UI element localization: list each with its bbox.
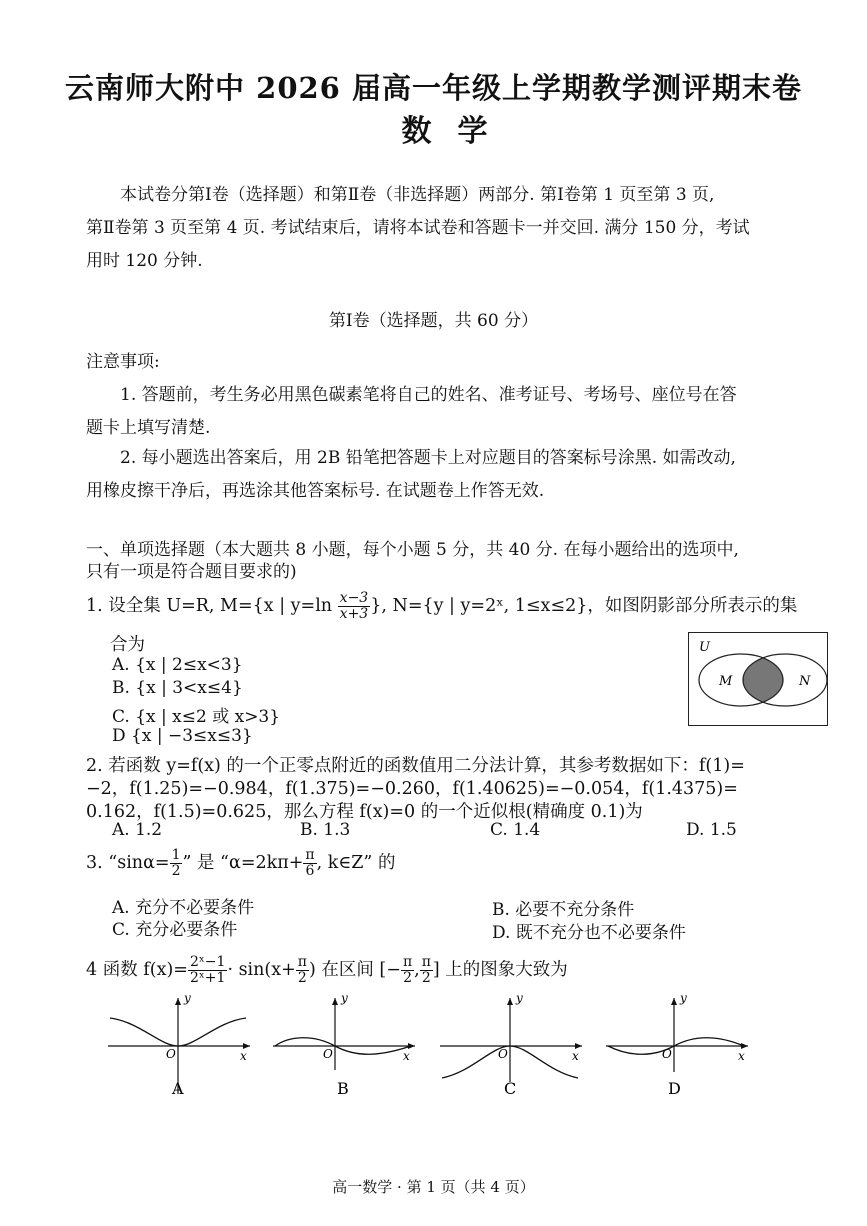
q4-number: 4 [86,960,98,980]
svg-text:x: x [403,1049,410,1063]
q4-mid: · sin(x+ [227,960,296,980]
q1-set-m-post: }, [370,596,387,616]
q1-number: 1. [86,596,103,616]
graph-c-label: C [504,1079,517,1098]
q2-option-c: C. 1.4 [490,820,541,840]
question-4 [86,955,568,986]
q4-mid2: ) 在区间 [− [308,960,401,980]
venn-diagram [688,632,828,726]
q1-fraction: $\frac{x-3}{x+3}$ [339,590,369,622]
q3-fraction-2: $\frac{\pi}{6}$ [305,847,315,879]
note-1b: 题卡上填写清楚. [86,418,211,438]
intro-line-3: 用时 120 分钟. [86,251,203,271]
q1-set-m-pre: {x | y=ln [252,596,333,616]
svg-text:y: y [184,991,191,1005]
q3-pre: “sinα= [108,853,170,873]
q3-option-c: C. 充分必要条件 [112,920,238,940]
exam-title: 云南师大附中 2026 届高一年级上学期教学测评期末卷 [65,71,802,105]
q1-option-c: C. {x | x≤2 或 x>3} [112,707,281,727]
q4-fraction-2: $\frac{\pi}{2}$ [297,954,307,986]
note-2b: 用橡皮擦干净后，再选涂其他答案标号. 在试题卷上作答无效. [86,481,545,501]
graph-a-label: A [172,1079,184,1098]
page-footer: 高一数学 · 第 1 页（共 4 页） [332,1178,535,1196]
svg-text:O: O [323,1047,333,1061]
q3-option-d: D. 既不充分也不必要条件 [492,923,686,943]
q2-option-d: D. 1.5 [686,820,737,840]
q3-option-a: A. 充分不必要条件 [112,898,255,918]
section1-line-2: 只有一项是符合题目要求的) [86,562,297,582]
q2-line-3: 0.162，f(1.5)=0.625，那么方程 f(x)=0 的一个近似根(精确度 0.1)为 [86,802,643,822]
svg-text:x: x [572,1049,579,1063]
svg-text:O: O [498,1047,508,1061]
q3-option-b: B. 必要不充分条件 [492,900,635,920]
graph-a [100,990,260,1100]
q1-text-a: 设全集 U=R, M= [108,596,253,616]
section1-line-1: 一、单项选择题（本大题共 8 小题，每个小题 5 分，共 40 分. 在每小题给出的选项中, [86,540,739,560]
question-3 [86,848,395,879]
graph-b [265,990,425,1100]
q2-line-2: −2，f(1.25)=−0.984，f(1.375)=−0.260，f(1.40625)=−0.054，f(1.4375)= [86,779,738,799]
venn-label-u: U [699,640,710,655]
q3-fraction: $\frac{1}{2}$ [171,847,181,879]
q2-line-1: 2. 若函数 y=f(x) 的一个正零点附近的函数值用二分法计算，其参考数据如下：f(1)= [86,756,745,776]
q3-mid: ” 是 “α=2kπ+ [182,853,304,873]
graph-c [432,990,592,1100]
q1-option-d: D {x | −3≤x≤3} [112,726,253,746]
q1-option-b: B. {x | 3<x≤4} [112,678,243,698]
q4-fraction-4: $\frac{\pi}{2}$ [421,954,431,986]
part1-title: 第Ⅰ卷（选择题，共 60 分） [328,311,539,331]
q4-fraction: $\frac{\text{2ˣ−1}}{\text{2ˣ+1}}$ [189,954,226,986]
question-1 [86,591,797,622]
q4-mid3: , [414,960,420,980]
graph-d-label: D [668,1079,681,1098]
q4-post: ] 上的图象大致为 [432,960,568,980]
subject-title: 数学 [401,114,514,149]
q1-option-a: A. {x | 2≤x<3} [112,655,243,675]
q1-text-c: 合为 [110,635,145,655]
q2-option-b: B. 1.3 [300,820,351,840]
intro-line-1: 本试卷分第Ⅰ卷（选择题）和第Ⅱ卷（非选择题）两部分. 第Ⅰ卷第 1 页至第 3 页, [120,185,715,205]
q3-number: 3. [86,853,103,873]
svg-text:O: O [662,1047,672,1061]
svg-text:x: x [738,1049,745,1063]
q4-pre: 函数 f(x)= [102,960,188,980]
intro-line-2: 第Ⅱ卷第 3 页至第 4 页. 考试结束后，请将本试卷和答题卡一并交回. 满分 150 分，考试 [86,218,750,238]
graph-d [598,990,758,1100]
note-2a: 2. 每小题选出答案后，用 2B 铅笔把答题卡上对应题目的答案标号涂黑. 如需改动, [120,448,736,468]
q2-option-a: A. 1.2 [112,820,163,840]
svg-text:x: x [240,1049,247,1063]
venn-label-m: M [719,674,733,689]
graph-b-label: B [337,1079,349,1098]
svg-text:y: y [680,991,687,1005]
svg-text:y: y [341,991,348,1005]
svg-text:y: y [516,991,523,1005]
venn-label-n: N [799,674,811,689]
q1-text-b: N={y | y=2ˣ, 1≤x≤2}，如图阴影部分所表示的集 [392,596,798,616]
q3-post: , k∈Z” 的 [316,853,396,873]
notes-heading: 注意事项: [86,352,160,372]
note-1a: 1. 答题前，考生务必用黑色碳素笔将自己的姓名、准考证号、考场号、座位号在答 [120,385,737,405]
svg-text:O: O [166,1047,176,1061]
q4-fraction-3: $\frac{\pi}{2}$ [402,954,413,986]
